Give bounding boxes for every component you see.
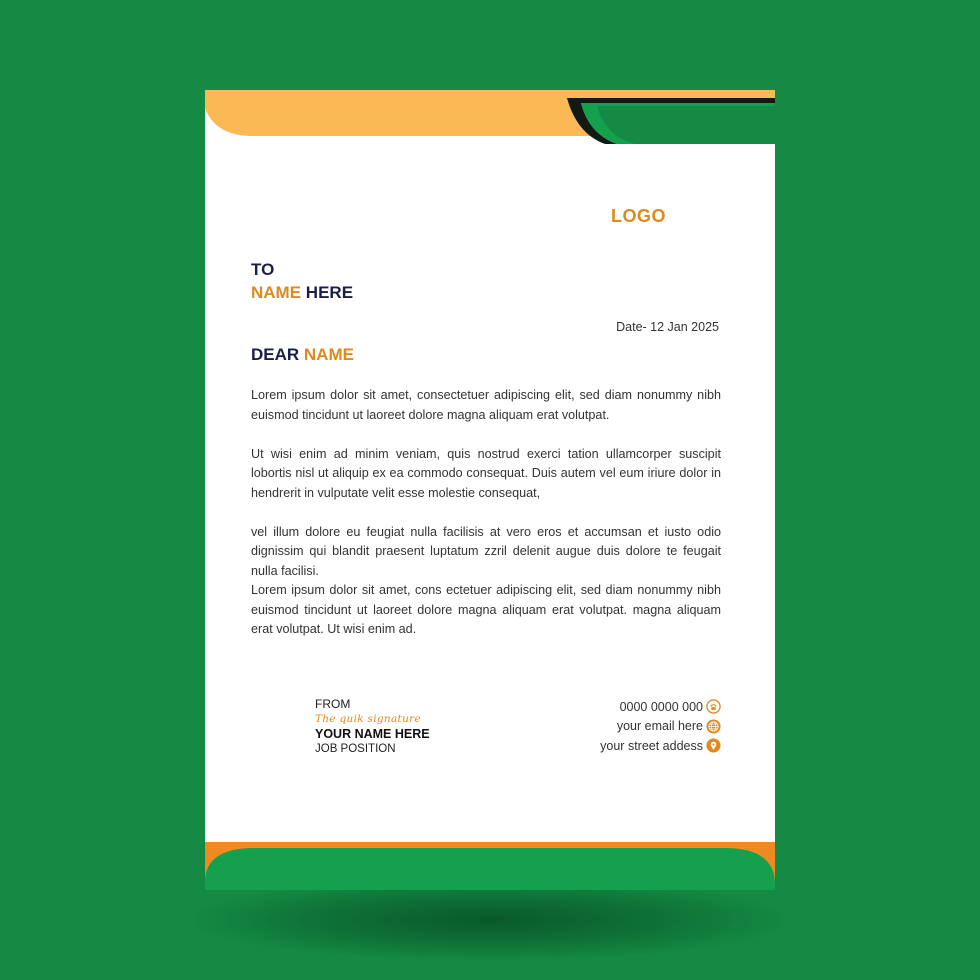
salutation-name: NAME (303, 345, 354, 364)
globe-icon (706, 719, 721, 734)
location-pin-icon (706, 738, 721, 753)
email-text: your email here (616, 719, 703, 734)
to-label: TO (251, 260, 275, 279)
phone-text: 0000 0000 000 (619, 699, 703, 714)
recipient-name-word: NAME (251, 283, 302, 302)
letterhead-page (205, 90, 775, 890)
phone-icon (706, 699, 721, 714)
body-paragraph: Lorem ipsum dolor sit amet, cons ectetuer adipiscing elit, sed diam nonummy nibh euismod tincidunt ut laoreet dolore magna aliquam erat volutpat. magna aliquam erat volutpat. Ut wisi enim ad. (251, 583, 721, 636)
header-shape (205, 90, 775, 146)
from-label: FROM (315, 697, 351, 711)
body-paragraph: Ut wisi enim ad minim veniam, quis nostrud exerci tation ullamcorper suscipit lobortis nisl ut aliquip ex ea commodo consequat. Duis autem vel eum iriure dolor in hendrerit in vulputate velit esse molestie consequat, (251, 446, 721, 500)
address-text: your street addess (600, 738, 703, 753)
body-paragraph: vel illum dolore eu feugiat nulla facilisis at vero eros et accumsan et iusto odio dignissim qui blandit praesent luptatum zzril delenit augue duis dolore te feugait nulla facilisi. (251, 524, 721, 578)
salutation-dear: DEAR (251, 345, 300, 364)
salutation (251, 345, 354, 365)
contact-block (600, 697, 721, 756)
contact-address (600, 736, 721, 756)
footer-shape (205, 842, 775, 890)
sender-name: YOUR NAME HERE (315, 727, 430, 741)
recipient-here-word: HERE (305, 283, 354, 302)
body-paragraph: Lorem ipsum dolor sit amet, consectetuer adipiscing elit, sed diam nonummy nibh euismod tincidunt ut laoreet dolore magna aliquam erat volutpat. (251, 388, 721, 422)
logo-text: LOGO (611, 206, 666, 226)
page-shadow (195, 880, 785, 960)
recipient-name (251, 281, 353, 304)
signature: The quik signature (315, 713, 421, 725)
letter-date: Date- 12 Jan 2025 (616, 320, 719, 334)
sender-position: JOB POSITION (315, 743, 396, 755)
letter-body (251, 386, 721, 640)
sender-block (315, 697, 430, 756)
contact-email (600, 717, 721, 737)
recipient-block (251, 258, 353, 304)
contact-phone (600, 697, 721, 717)
